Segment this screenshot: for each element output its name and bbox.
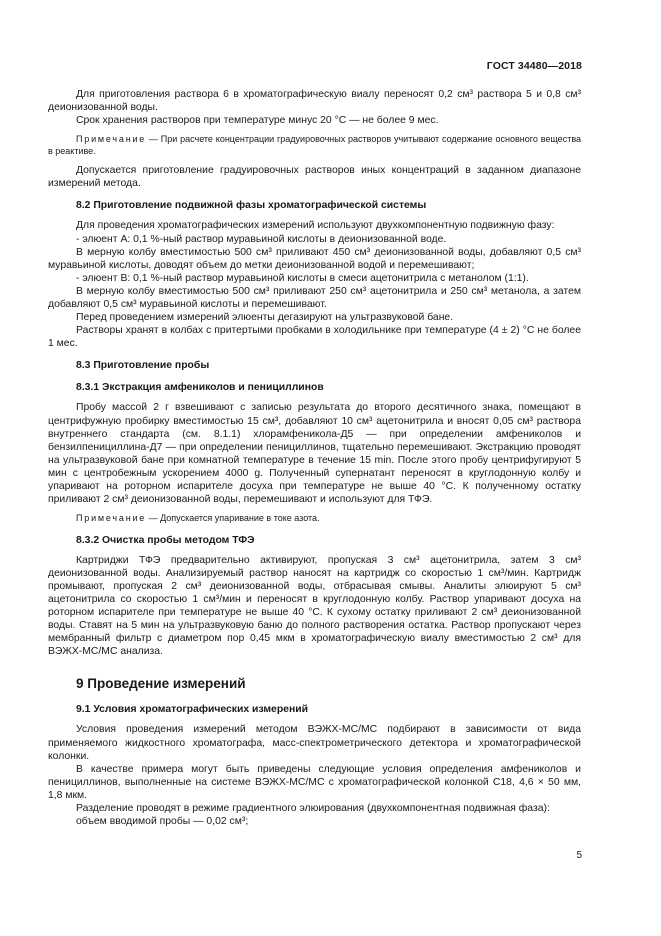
note-evaporation	[48, 513, 581, 525]
page-content	[48, 88, 581, 828]
example-paragraph: В качестве примера могут быть приведены следующие условия определения амфениколов и пенициллинов, выполненные на системе ВЭЖХ-МС/МС с хроматографической колонкой С18, 4,6 × 50 мм, 1,8 мкм.	[48, 763, 581, 801]
eluent-a: - элюент А: 0,1 %-ный раствор муравьиной кислоты в деионизованной воде.	[76, 233, 447, 245]
storage-conditions: Растворы хранят в колбах с притертыми пробками в холодильнике при температуре (4 ± 2) °С не более 1 мес.	[48, 325, 581, 350]
note-label: Примечание	[76, 513, 147, 524]
section-9-title: 9 Проведение измерений	[76, 676, 246, 692]
eluent-b-prep: В мерную колбу вместимостью 500 см³ приливают 250 см³ ацетонитрила и 250 см³ метанола, а затем добавляют 0,5 см³ муравьиной кислоты и перемешивают.	[48, 285, 581, 311]
conditions-paragraph: Условия проведения измерений методом ВЭЖХ-МС/МС подбирают в зависимости от вида применяемого жидкостного хроматографа, масс-спектрометрического детектора и хроматографической колонки.	[48, 724, 581, 762]
section-8-3-2-title: 8.3.2 Очистка пробы методом ТФЭ	[76, 534, 255, 546]
section-8-2-title: 8.2 Приготовление подвижной фазы хроматографической системы	[76, 200, 427, 212]
eluent-b: - элюент В: 0,1 %-ный раствор муравьиной кислоты в смеси ацетонитрила с метанолом (1:1).	[76, 272, 529, 284]
standard-code: ГОСТ 34480—2018	[486, 60, 582, 72]
section-8-3-title: 8.3 Приготовление пробы	[76, 360, 210, 372]
gradient-paragraph: Разделение проводят в режиме градиентного элюирования (двухкомпонентная подвижная фаза):	[76, 802, 550, 814]
note-text: — При расчете концентрации градуировочных растворов учитывают содержание основного вещества в реактиве.	[48, 134, 581, 156]
paragraph-other-concentrations: Допускается приготовление градуировочных растворов иных концентраций в заданном диапазоне измерений метода.	[48, 165, 581, 190]
degassing: Перед проведением измерений элюенты дегазируют на ультразвуковой бане.	[76, 312, 454, 324]
section-9-1-title: 9.1 Условия хроматографических измерений	[76, 704, 308, 716]
paragraph-solution-6: Для приготовления раствора 6 в хроматографическую виалу переносят 0,2 см³ раствора 5 и 0,8 см³ деионизованной воды.	[48, 89, 581, 114]
note-label: Примечание	[76, 134, 147, 145]
note-text: — Допускается упаривание в токе азота.	[146, 513, 320, 524]
spe-cleanup-text: Картриджи ТФЭ предварительно активируют, пропуская 3 см³ ацетонитрила, затем 3 см³ деионизованной воды. Анализируемый раствор наносят на картридж со скоростью 1 см³/мин. Картридж промывают, пропуская 2 см³ деионизованной воды, отбрасывая смывы. Аналиты элюируют 5 см³ ацетонитрила со скоростью 1 см³/мин и переносят в круглодонную колбу. Раствор упаривают досуха на роторном испарителе при температуре не выше 40 °С. К сухому остатку приливают 2 см³ деионизованной воды. Ставят на 5 мин на ультразвуковую баню до полного растворения остатка. Раствор пропускают через мембранный фильтр с диаметром пор 0,45 мкм в хроматографическую виалу вместимостью 2 см³ для ВЭЖХ-МС/МС анализа.	[48, 554, 581, 658]
mobile-phase-intro: Для проведения хроматографических измерений используют двухкомпонентную подвижную фазу:	[76, 220, 555, 232]
note-concentration	[48, 134, 581, 157]
paragraph-storage: Срок хранения растворов при температуре минус 20 °С — не более 9 мес.	[76, 115, 439, 127]
extraction-text: Пробу массой 2 г взвешивают с записью результата до второго десятичного знака, помещают в центрифужную пробирку вместимостью 15 см³, добавляют 10 см³ ацетонитрила и вносят 0,05 см³ раствора внутреннего стандарта (см. 8.1.1) хлорамфеникола-Д5 — при определении амфениколов и бензилпенициллина-Д7 — при определении пенициллинов, тщательно перемешивают. Экстракцию проводят на ультразвуковой бане при комнатной температуре в течение 15 min. После этого пробу центрифугируют 5 мин с центробежным ускорением 4000 g. Полученный супернатант переносят в круглодонную колбу и упаривают на роторном испарителе досуха при температуре не выше 40 °С. К полученному остатку приливают 2 см³ деионизованной воды, перемешивают и используют для ТФЭ.	[48, 402, 581, 506]
section-8-3-1-title: 8.3.1 Экстракция амфениколов и пенициллинов	[76, 382, 324, 394]
injection-volume: объем вводимой пробы — 0,02 см³;	[76, 816, 249, 828]
page-number: 5	[576, 850, 582, 861]
eluent-a-prep: В мерную колбу вместимостью 500 см³ приливают 450 см³ деионизованной воды, добавляют 0,5 см³ муравьиной кислоты, доводят объем до метки деионизованной водой и перемешивают;	[48, 246, 581, 271]
